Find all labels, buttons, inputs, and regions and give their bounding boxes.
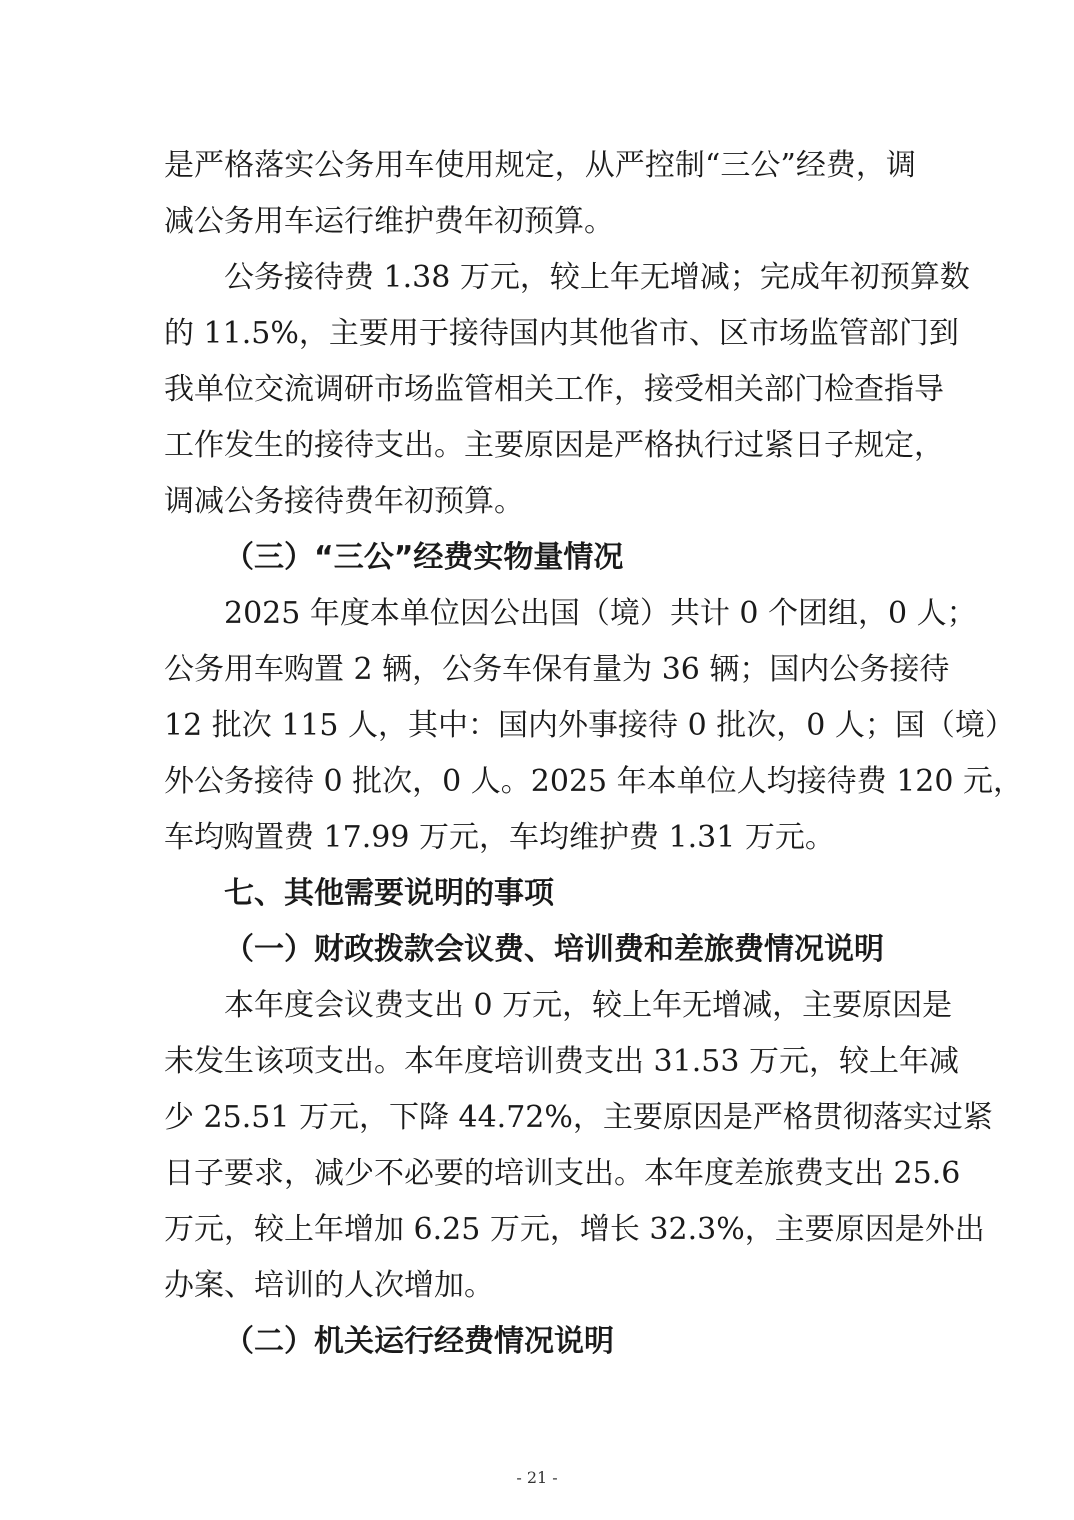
body-text-line: 日子要求，减少不必要的培训支出。本年度差旅费支出 25.6 (164, 1156, 961, 1191)
body-text-line: 调减公务接待费年初预算。 (164, 484, 524, 519)
body-text-line: 外公务接待 0 批次，0 人。2025 年本单位人均接待费 120 元， (164, 764, 1023, 799)
document-body (164, 138, 1023, 1370)
page-number: - 21 - (516, 1468, 558, 1487)
body-text-line: 工作发生的接待支出。主要原因是严格执行过紧日子规定， (164, 428, 944, 463)
body-text-line: 公务用车购置 2 辆，公务车保有量为 36 辆；国内公务接待 (164, 652, 950, 687)
body-text-line: 办案、培训的人次增加。 (164, 1268, 494, 1303)
body-text-line: 减公务用车运行维护费年初预算。 (164, 204, 614, 239)
body-text-line: 12 批次 115 人，其中：国内外事接待 0 批次，0 人；国（境） (164, 708, 1015, 743)
section-heading: （一）财政拨款会议费、培训费和差旅费情况说明 (224, 932, 884, 967)
body-text-line: 我单位交流调研市场监管相关工作，接受相关部门检查指导 (164, 372, 944, 407)
section-heading: （二）机关运行经费情况说明 (224, 1324, 614, 1359)
body-text-line: 本年度会议费支出 0 万元，较上年无增减，主要原因是 (224, 988, 953, 1023)
chapter-heading: 七、其他需要说明的事项 (224, 876, 554, 911)
body-text-line: 2025 年度本单位因公出国（境）共计 0 个团组，0 人； (224, 596, 977, 631)
body-text-line: 是严格落实公务用车使用规定，从严控制“三公”经费，调 (164, 148, 916, 183)
section-heading: （三）“三公”经费实物量情况 (224, 540, 624, 575)
body-text-line: 公务接待费 1.38 万元，较上年无增减；完成年初预算数 (224, 260, 970, 295)
body-text-line: 未发生该项支出。本年度培训费支出 31.53 万元，较上年减 (164, 1044, 959, 1079)
body-text-line: 车均购置费 17.99 万元，车均维护费 1.31 万元。 (164, 820, 835, 855)
body-text-line: 少 25.51 万元，下降 44.72%，主要原因是严格贯彻落实过紧 (164, 1100, 993, 1135)
body-text-line: 的 11.5%，主要用于接待国内其他省市、区市场监管部门到 (164, 316, 959, 351)
body-text-line: 万元，较上年增加 6.25 万元，增长 32.3%，主要原因是外出 (164, 1212, 985, 1247)
